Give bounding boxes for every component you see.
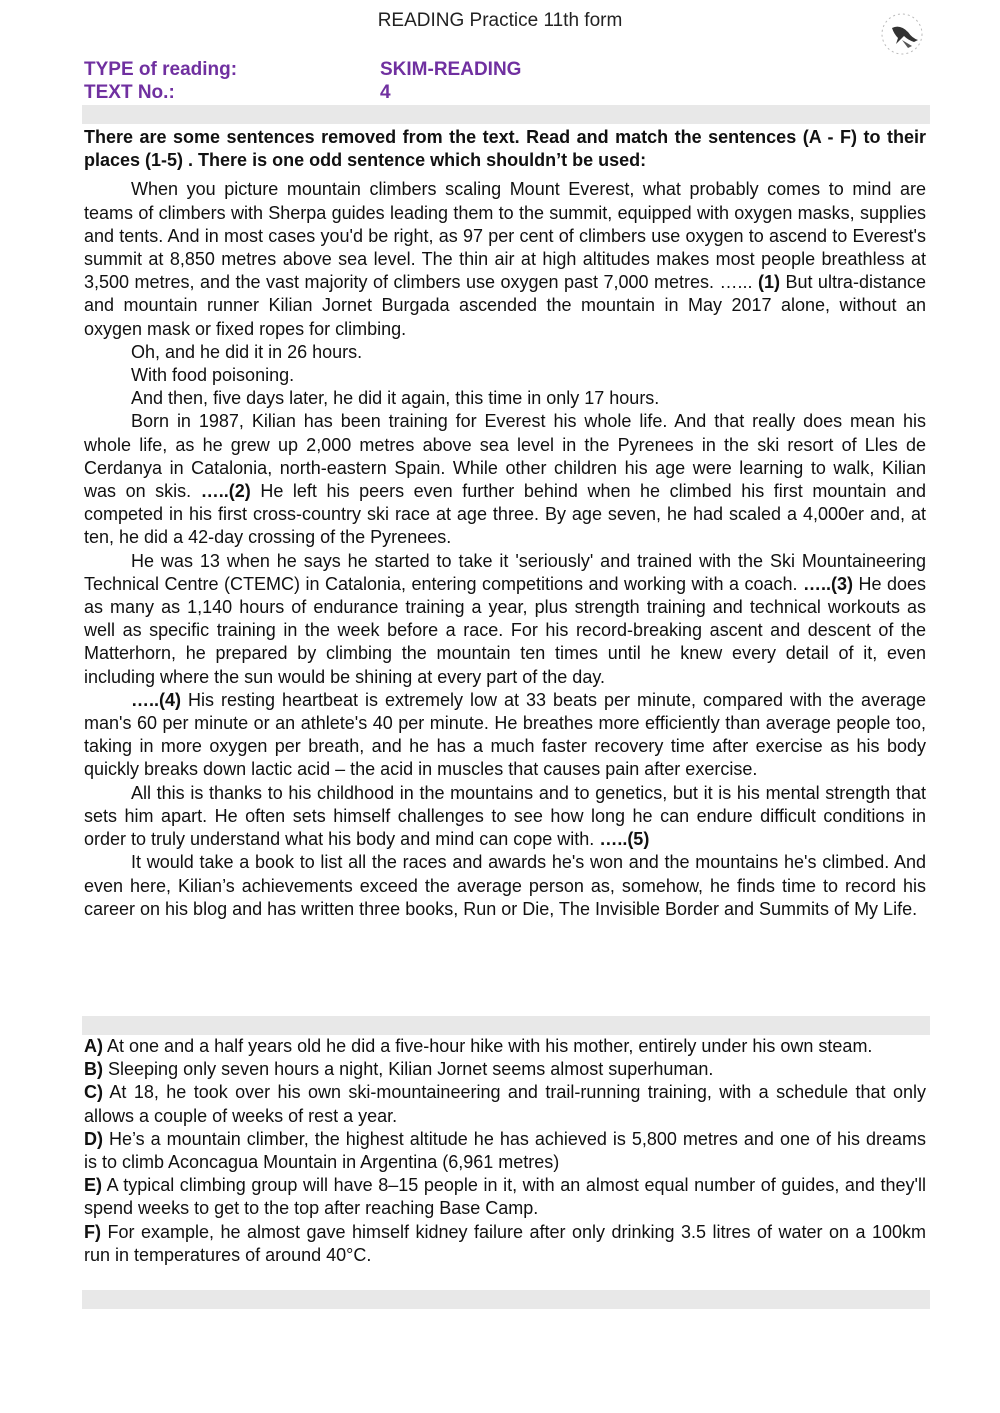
option-text: At one and a half years old he did a five-hour hike with his mother, entirely under his own steam. — [107, 1036, 873, 1056]
option-text: At 18, he took over his own ski-mountaineering and trail-running training, with a schedule that only allows a couple of weeks of rest a year. — [84, 1082, 926, 1126]
option-item — [84, 1174, 926, 1220]
text-run: But ultra-distance and mountain runner Kilian Jornet Burgada ascended the mountain in May 2017 alone, without an oxygen mask or fixed ropes for climbing. — [84, 272, 926, 339]
option-item — [84, 1221, 926, 1267]
option-item — [84, 1128, 926, 1174]
bird-logo-icon — [878, 10, 928, 56]
paragraph — [84, 178, 926, 340]
option-text: He’s a mountain climber, the highest altitude he has achieved is 5,800 metres and one of his dreams is to climb Aconcagua Mountain in Argentina (6,961 metres) — [84, 1128, 926, 1173]
gap-marker: …..(3) — [802, 573, 853, 594]
page-title: READING Practice 11th form — [377, 10, 623, 31]
text-number-label: TEXT No.: — [84, 82, 175, 103]
text-run: When you picture mountain climbers scaling Mount Everest, what probably comes to mind are teams of climbers with Sherpa guides leading them to the summit, equipped with oxygen masks, supplies and tents. And in most cases you'd be right, as 97 per cent of climbers use oxygen to ascend to Everest's summit at 8,850 metres above sea level. The thin air at high altitudes makes most people breathless at 3,500 metres, and the vast majority of climbers use oxygen past 7,000 metres. …... — [84, 179, 926, 293]
option-letter: D) — [84, 1128, 103, 1149]
section-divider — [82, 1290, 930, 1309]
reading-text — [84, 126, 926, 921]
gap-marker: (1) — [757, 272, 780, 293]
option-item — [84, 1081, 926, 1127]
instruction: There are some sentences removed from the text. Read and match the sentences (A - F) to their places (1-5) . There is one odd sentence which shouldn’t be used: — [84, 127, 926, 171]
paragraph: And then, five days later, he did it again, this time in only 17 hours. — [131, 388, 660, 409]
option-letter: A) — [84, 1036, 103, 1056]
type-value: SKIM-READING — [380, 59, 522, 80]
text-run: He does as many as 1,140 hours of endurance training a year, plus strength training and technical workouts as well as specific training in the week before a race. For his record-breaking ascent and descent of the Matterhorn, he prepared by climbing the mountain ten times until he knew every detail of it, even including where the sun would be shining at every part of the day. — [84, 573, 926, 687]
reading-meta — [84, 58, 584, 104]
text-number-value: 4 — [380, 82, 391, 103]
option-item — [84, 1035, 926, 1058]
option-item — [84, 1058, 926, 1081]
paragraph — [84, 550, 926, 689]
section-divider — [82, 1016, 930, 1035]
paragraph — [84, 782, 926, 852]
text-run: His resting heartbeat is extremely low at 33 beats per minute, compared with the average man's 60 per minute or an athlete's 40 per minute. He breathes more efficiently than average people too, taking in more oxygen per breath, and he has a much faster recovery time after exercise as his body quickly breaks down lactic acid – the acid in muscles that causes pain after exercise. — [84, 689, 926, 780]
paragraph — [84, 410, 926, 549]
text-run: He was 13 when he says he started to take it 'seriously' and trained with the Ski Mountaineering Technical Centre (CTEMC) in Catalonia, entering competitions and working with a coach. — [84, 550, 926, 594]
option-text: A typical climbing group will have 8–15 people in it, with an almost equal number of guides, and they'll spend weeks to get to the top after reaching Base Camp. — [84, 1175, 926, 1219]
gap-marker: …..(4) — [131, 689, 182, 710]
gap-marker: …..(5) — [599, 829, 650, 850]
option-letter: F) — [84, 1221, 101, 1242]
options-list — [84, 1035, 926, 1267]
paragraph: With food poisoning. — [131, 365, 295, 386]
option-letter: E) — [84, 1175, 102, 1196]
text-run: He left his peers even further behind when he climbed his first mountain and competed in his first cross-country ski race at age three. By age seven, he had scaled a 4,000er and, at ten, he did a 42-day crossing of the Pyrenees. — [84, 481, 926, 548]
text-run: All this is thanks to his childhood in the mountains and to genetics, but it is his mental strength that sets him apart. He often sets himself challenges to see how long he can endure difficult conditions in order to truly understand what his body and mind can cope with. — [84, 782, 926, 850]
option-text: For example, he almost gave himself kidney failure after only drinking 3.5 litres of water on a 100km run in temperatures of around 40°C. — [84, 1221, 926, 1265]
type-label: TYPE of reading: — [84, 59, 238, 80]
option-letter: C) — [84, 1082, 103, 1103]
paragraph: Oh, and he did it in 26 hours. — [131, 341, 363, 362]
option-text: Sleeping only seven hours a night, Kilian Jornet seems almost superhuman. — [108, 1059, 714, 1080]
option-letter: B) — [84, 1059, 103, 1080]
gap-marker: …..(2) — [200, 481, 251, 502]
section-divider — [82, 105, 930, 124]
text-run: Born in 1987, Kilian has been training for Everest his whole life. And that really does mean his whole life, as he grew up 2,000 metres above sea level in the Pyrenees in the ski resort of Lles de Cerdanya in Catalonia, north-eastern Spain. While other children his age were learning to walk, Kilian was on skis. — [84, 411, 926, 502]
paragraph: It would take a book to list all the races and awards he's won and the mountains he's climbed. And even here, Kilian’s achievements exceed the average person as, somehow, he finds time to record his career on his blog and has written three books, Run or Die, The Invisible Border and Summits of My Life. — [84, 852, 926, 919]
paragraph — [84, 689, 926, 782]
